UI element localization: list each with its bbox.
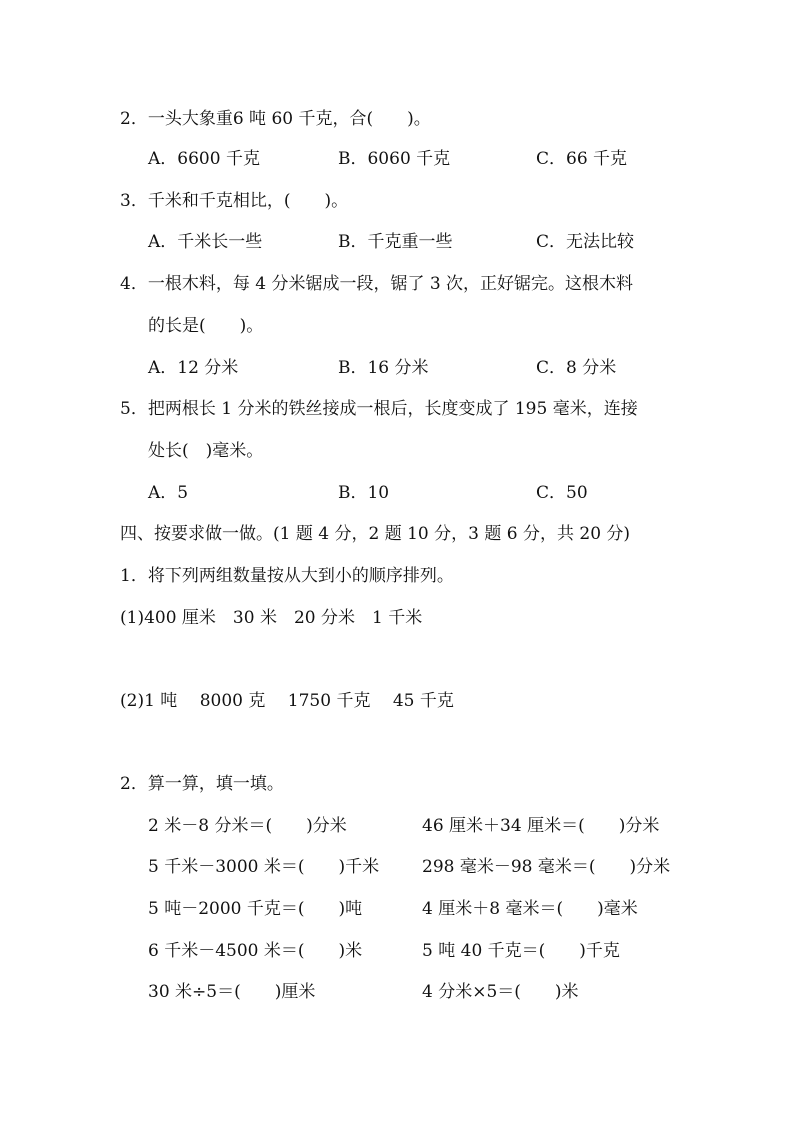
question-4-choice-a: A．12 分米 [148,358,239,378]
question-5-choice-a: A．5 [148,483,189,503]
question-3-choice-c: C．无法比较 [536,232,635,252]
question-2-choice-c: C．66 千克 [536,149,628,169]
question-5-choice-b: B．10 [338,483,390,503]
question-2-choice-b: B．6060 千克 [338,149,451,169]
question-3-choice-a: A．千米长一些 [148,232,263,252]
equation-r4-right: 5 吨 40 千克＝( )千克 [422,941,620,961]
task-1-title: 1．将下列两组数量按从大到小的顺序排列。 [120,566,454,586]
equation-r5-right: 4 分米×5＝( )米 [422,982,579,1002]
equation-r1-left: 2 米－8 分米＝( )分米 [148,816,347,836]
question-2-text: 2．一头大象重6 吨 60 千克，合( )。 [120,109,431,129]
question-3-choice-b: B．千克重一些 [338,232,453,252]
question-5-choice-c: C．50 [536,483,588,503]
question-4-choice-c: C．8 分米 [536,358,617,378]
question-3-text: 3．千米和千克相比，( )。 [120,191,349,211]
task-1-group-2: (2)1 吨 8000 克 1750 千克 45 千克 [120,691,454,711]
question-4-choice-b: B．16 分米 [338,358,429,378]
question-5-text-cont: 处长( )毫米。 [148,441,264,461]
equation-r2-right: 298 毫米－98 毫米＝( )分米 [422,857,671,877]
section-4-heading: 四、按要求做一做。(1 题 4 分，2 题 10 分，3 题 6 分，共 20 分) [120,524,631,544]
equation-r3-left: 5 吨－2000 千克＝( )吨 [148,899,363,919]
task-2-title: 2．算一算，填一填。 [120,774,284,794]
question-4-text-cont: 的长是( )。 [148,316,264,336]
question-2-choice-a: A．6600 千克 [148,149,260,169]
equation-r3-right: 4 厘米＋8 毫米＝( )毫米 [422,899,638,919]
equation-r2-left: 5 千米－3000 米＝( )千米 [148,857,380,877]
question-4-text: 4．一根木料，每 4 分米锯成一段，锯了 3 次，正好锯完。这根木料 [120,274,634,294]
equation-r5-left: 30 米÷5＝( )厘米 [148,982,316,1002]
question-5-text: 5．把两根长 1 分米的铁丝接成一根后，长度变成了 195 毫米，连接 [120,399,638,419]
equation-r1-right: 46 厘米＋34 厘米＝( )分米 [422,816,660,836]
equation-r4-left: 6 千米－4500 米＝( )米 [148,941,363,961]
task-1-group-1: (1)400 厘米 30 米 20 分米 1 千米 [120,608,423,628]
